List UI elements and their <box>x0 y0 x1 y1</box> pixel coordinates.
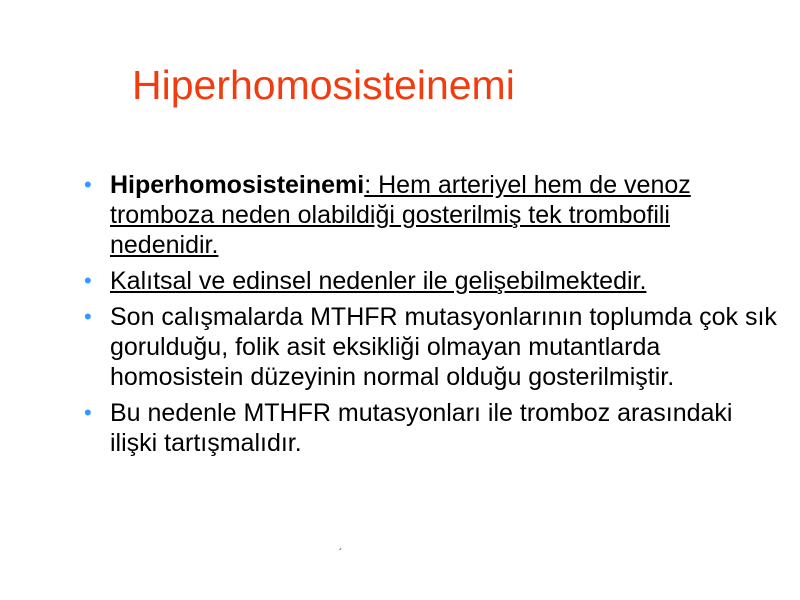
bullet-dot-icon: • <box>84 400 92 425</box>
bullet-text: Bu nedenle MTHFR mutasyonları ile tromboz arasındaki ilişki tartışmalıdır. <box>110 399 733 457</box>
slide-title: Hiperhomosisteinemi <box>132 62 515 108</box>
bullet-text: Kalıtsal ve edinsel nedenler ile gelişebilmektedir. <box>110 267 647 295</box>
footer-mark: ´ <box>339 548 343 559</box>
bullet-text: : Hem arteriyel hem de venoz tromboza neden olabildiği gosterilmiş tek trombofili nedenidir. <box>110 171 691 259</box>
bullet-term: Hiperhomosisteinemi <box>110 171 365 199</box>
bullet-list <box>80 170 780 464</box>
bullet-dot-icon: • <box>84 172 92 197</box>
bullet-text: Son calışmalarda MTHFR mutasyonlarının toplumda çok sık gorulduğu, folik asit eksikliği olmayan mutantlarda homosistein düzeyinin normal olduğu gosterilmiştir. <box>110 303 777 391</box>
bullet-item <box>80 170 780 260</box>
bullet-dot-icon: • <box>84 304 92 329</box>
bullet-dot-icon: • <box>84 268 92 293</box>
bullet-item <box>80 266 780 296</box>
bullet-item <box>80 302 780 392</box>
bullet-item <box>80 398 780 458</box>
